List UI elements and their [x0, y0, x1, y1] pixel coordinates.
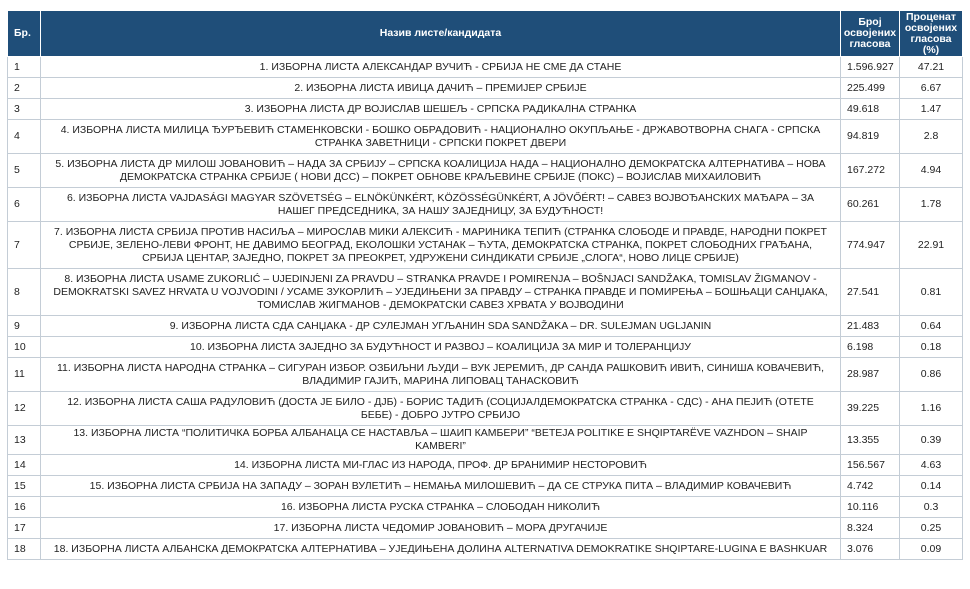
row-number: 15 [8, 476, 41, 497]
percent-value: 0.25 [900, 518, 963, 539]
row-number: 9 [8, 316, 41, 337]
row-number: 2 [8, 78, 41, 99]
percent-value: 1.47 [900, 99, 963, 120]
list-name: 10. ИЗБОРНА ЛИСТА ЗАЈЕДНО ЗА БУДУЋНОСТ И РАЗВОЈ – КОАЛИЦИЈА ЗА МИР И ТОЛЕРАНЦИЈУ [41, 337, 841, 358]
results-table-container [7, 10, 962, 560]
row-number: 4 [8, 120, 41, 154]
votes-value: 4.742 [841, 476, 900, 497]
votes-value: 21.483 [841, 316, 900, 337]
table-row [8, 188, 963, 222]
votes-value: 94.819 [841, 120, 900, 154]
list-name: 15. ИЗБОРНА ЛИСТА СРБИЈА НА ЗАПАДУ – ЗОРАН ВУЛЕТИЋ – НЕМАЊА МИЛОШЕВИЋ – ДА СЕ СТРУКА ПИТА – ВЛАДИМИР КОВАЧЕВИЋ [41, 476, 841, 497]
table-row [8, 154, 963, 188]
row-number: 8 [8, 269, 41, 316]
list-name: 17. ИЗБОРНА ЛИСТА ЧЕДОМИР ЈОВАНОВИЋ – МОРА ДРУГАЧИЈЕ [41, 518, 841, 539]
list-name: 3. ИЗБОРНА ЛИСТА ДР ВОЈИСЛАВ ШЕШЕЉ - СРПСКА РАДИКАЛНА СТРАНКА [41, 99, 841, 120]
list-name: 12. ИЗБОРНА ЛИСТА САША РАДУЛОВИЋ (ДОСТА ЈЕ БИЛО - ДЈБ) - БОРИС ТАДИЋ (СОЦИЈАЛДЕМОКРАТСКА СТРАНКА - СДС) - АНА ПЕЈИЋ (ОТЕТЕ БЕБЕ) - ДОБРО ЈУТРО СРБИЈО [41, 392, 841, 426]
table-row [8, 476, 963, 497]
row-number: 5 [8, 154, 41, 188]
votes-value: 13.355 [841, 426, 900, 455]
header-votes: Број освојених гласова [841, 11, 900, 57]
table-header-row [8, 11, 963, 57]
percent-value: 1.78 [900, 188, 963, 222]
list-name: 5. ИЗБОРНА ЛИСТА ДР МИЛОШ ЈОВАНОВИЋ – НАДА ЗА СРБИЈУ – СРПСКА КОАЛИЦИЈА НАДА – НАЦИОНАЛНО ДЕМОКРАТСКА АЛТЕРНАТИВА – НОВА ДЕМОКРАТСКА СТРАНКА СРБИЈЕ ( НОВИ ДСС) – ПОКРЕТ ОБНОВЕ КРАЉЕВИНЕ СРБИЈЕ (ПОКС) – ВОЈИСЛАВ МИХАИЛОВИЋ [41, 154, 841, 188]
percent-value: 0.39 [900, 426, 963, 455]
table-row [8, 57, 963, 78]
list-name: 13. ИЗБОРНА ЛИСТА “ПОЛИТИЧКА БОРБА АЛБАНАЦА СЕ НАСТАВЉА – ШАИП КАМБЕРИ” “BETEJA POLITIKE E SHQIPTARËVE VAZHDON – SHAIP KAMBERI” [41, 426, 841, 455]
votes-value: 49.618 [841, 99, 900, 120]
percent-value: 0.14 [900, 476, 963, 497]
table-row [8, 455, 963, 476]
table-row [8, 518, 963, 539]
row-number: 6 [8, 188, 41, 222]
votes-value: 8.324 [841, 518, 900, 539]
list-name: 14. ИЗБОРНА ЛИСТА МИ-ГЛАС ИЗ НАРОДА, ПРОФ. ДР БРАНИМИР НЕСТОРОВИЋ [41, 455, 841, 476]
table-row [8, 316, 963, 337]
votes-value: 27.541 [841, 269, 900, 316]
table-row [8, 539, 963, 560]
table-row [8, 99, 963, 120]
votes-value: 6.198 [841, 337, 900, 358]
percent-value: 0.86 [900, 358, 963, 392]
row-number: 16 [8, 497, 41, 518]
percent-value: 4.63 [900, 455, 963, 476]
results-table [7, 10, 963, 560]
row-number: 14 [8, 455, 41, 476]
row-number: 3 [8, 99, 41, 120]
row-number: 1 [8, 57, 41, 78]
votes-value: 3.076 [841, 539, 900, 560]
list-name: 6. ИЗБОРНА ЛИСТА VAJDASÁGI MAGYAR SZÖVETSÉG – ELNÖKÜNKÉRT, KÖZÖSSÉGÜNKÉRT, A JÖVŐÉRT! – САВЕЗ ВОЈВОЂАНСКИХ МАЂАРА – ЗА НАШЕГ ПРЕДСЕДНИКА, ЗА НАШУ ЗАЈЕДНИЦУ, ЗА БУДУЋНОСТ! [41, 188, 841, 222]
votes-value: 156.567 [841, 455, 900, 476]
percent-value: 0.3 [900, 497, 963, 518]
percent-value: 0.18 [900, 337, 963, 358]
table-row [8, 426, 963, 455]
list-name: 11. ИЗБОРНА ЛИСТА НАРОДНА СТРАНКА – СИГУРАН ИЗБОР. ОЗБИЉНИ ЉУДИ – ВУК ЈЕРЕМИЋ, ДР САНДА РАШКОВИЋ ИВИЋ, СИНИША КОВАЧЕВИЋ, ВЛАДИМИР ГАЈИЋ, МАРИНА ЛИПОВАЦ ТАНАСКОВИЋ [41, 358, 841, 392]
percent-value: 1.16 [900, 392, 963, 426]
percent-value: 47.21 [900, 57, 963, 78]
row-number: 17 [8, 518, 41, 539]
percent-value: 22.91 [900, 222, 963, 269]
row-number: 7 [8, 222, 41, 269]
list-name: 8. ИЗБОРНА ЛИСТА USAME ZUKORLIĆ – UJEDINJENI ZA PRAVDU – STRANKA PRAVDE I POMIRENJA – BOŠNJACI SANDŽAKA, TOMISLAV ŽIGMANOV - DEMOKRATSKI SAVEZ HRVATA U VOJVODINI / УСАМЕ ЗУКОРЛИЋ – УЈЕДИЊЕНИ ЗА ПРАВДУ – СТРАНКА ПРАВДЕ И ПОМИРЕЊА – БОШЊАЦИ САНЏАКА, ТОМИСЛАВ ЖИГМАНОВ - ДЕМОКРАТСКИ САВЕЗ ХРВАТА У ВОЈВОДИНИ [41, 269, 841, 316]
votes-value: 60.261 [841, 188, 900, 222]
table-row [8, 269, 963, 316]
table-row [8, 337, 963, 358]
votes-value: 225.499 [841, 78, 900, 99]
percent-value: 0.64 [900, 316, 963, 337]
header-name: Назив листе/кандидата [41, 11, 841, 57]
votes-value: 39.225 [841, 392, 900, 426]
percent-value: 0.81 [900, 269, 963, 316]
list-name: 2. ИЗБОРНА ЛИСТА ИВИЦА ДАЧИЋ – ПРЕМИЈЕР СРБИЈЕ [41, 78, 841, 99]
votes-value: 167.272 [841, 154, 900, 188]
list-name: 9. ИЗБОРНА ЛИСТА СДА САНЏАКА - ДР СУЛЕЈМАН УГЉАНИН SDA SANDŽAKA – DR. SULEJMAN UGLJANIN [41, 316, 841, 337]
votes-value: 10.116 [841, 497, 900, 518]
votes-value: 774.947 [841, 222, 900, 269]
votes-value: 28.987 [841, 358, 900, 392]
list-name: 18. ИЗБОРНА ЛИСТА АЛБАНСКА ДЕМОКРАТСКА АЛТЕРНАТИВА – УЈЕДИЊЕНА ДОЛИНА ALTERNATIVA DEMOKRATIKE SHQIPTARE-LUGINA E BASHKUAR [41, 539, 841, 560]
percent-value: 6.67 [900, 78, 963, 99]
percent-value: 2.8 [900, 120, 963, 154]
table-row [8, 222, 963, 269]
header-num: Бр. [8, 11, 41, 57]
row-number: 11 [8, 358, 41, 392]
table-row [8, 497, 963, 518]
row-number: 10 [8, 337, 41, 358]
list-name: 7. ИЗБОРНА ЛИСТА СРБИЈА ПРОТИВ НАСИЉА – МИРОСЛАВ МИКИ АЛЕКСИЋ - МАРИНИКА ТЕПИЋ (СТРАНКА СЛОБОДЕ И ПРАВДЕ, НАРОДНИ ПОКРЕТ СРБИЈЕ, ЗЕЛЕНО-ЛЕВИ ФРОНТ, НЕ ДАВИМО БЕОГРАД, ЕКОЛОШКИ УСТАНАК – ЋУТА, ДЕМОКРАТСКА СТРАНКА, ПОКРЕТ СЛОБОДНИХ ГРАЂАНА, СРБИЈА ЦЕНТАР, ЗАЈЕДНО, ПОКРЕТ ЗА ПРЕОКРЕТ, УДРУЖЕНИ СИНДИКАТИ СРБИЈЕ „СЛОГА“, НОВО ЛИЦЕ СРБИЈЕ) [41, 222, 841, 269]
row-number: 13 [8, 426, 41, 455]
row-number: 18 [8, 539, 41, 560]
table-row [8, 120, 963, 154]
list-name: 1. ИЗБОРНА ЛИСТА АЛЕКСАНДАР ВУЧИЋ - СРБИЈА НЕ СМЕ ДА СТАНЕ [41, 57, 841, 78]
votes-value: 1.596.927 [841, 57, 900, 78]
row-number: 12 [8, 392, 41, 426]
percent-value: 0.09 [900, 539, 963, 560]
list-name: 4. ИЗБОРНА ЛИСТА МИЛИЦА ЂУРЂЕВИЋ СТАМЕНКОВСКИ - БОШКО ОБРАДОВИЋ - НАЦИОНАЛНО ОКУПЉАЊЕ - ДРЖАВОТВОРНА СНАГА - СРПСКА СТРАНКА ЗАВЕТНИЦИ - СРПСКИ ПОКРЕТ ДВЕРИ [41, 120, 841, 154]
list-name: 16. ИЗБОРНА ЛИСТА РУСКА СТРАНКА – СЛОБОДАН НИКОЛИЋ [41, 497, 841, 518]
table-row [8, 392, 963, 426]
percent-value: 4.94 [900, 154, 963, 188]
header-percent: Проценат освојених гласова (%) [900, 11, 963, 57]
table-row [8, 78, 963, 99]
table-row [8, 358, 963, 392]
